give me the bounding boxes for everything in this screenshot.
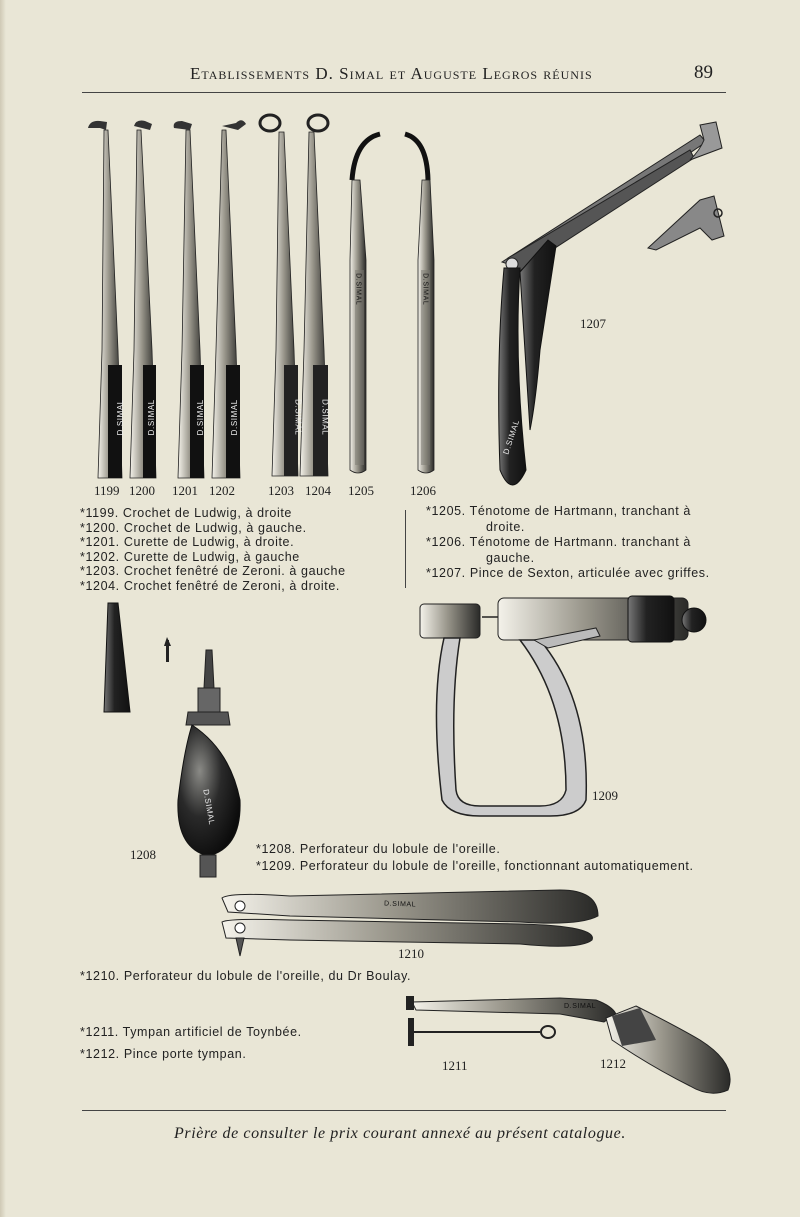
page-number: 89 [694,62,713,83]
caption-1203: *1203. Crochet fenêtré de Zeroni. à gauche [80,564,346,578]
fig-num-1212: 1212 [600,1056,626,1071]
fig-num-1204: 1204 [305,483,331,498]
caption-1200: *1200. Crochet de Ludwig, à gauche. [80,520,307,535]
fig-num-1205: 1205 [348,483,374,498]
simal-mark-1204: D.SIMAL [320,399,330,436]
instrument-1207-sexton-forceps [499,122,724,485]
simal-mark-1199: D.SIMAL [115,399,125,436]
captions-1205-1207 [426,504,710,582]
fig-num-1209: 1209 [592,788,618,803]
fig-num-1202: 1202 [209,483,235,498]
caption-1204: *1204. Crochet fenêtré de Zeroni, à droite. [80,578,340,593]
simal-mark-1200: D.SIMAL [146,399,156,436]
simal-mark-1208: D.SIMAL [201,788,217,826]
simal-mark-1210: D.SIMAL [383,900,417,909]
instrument-1209-automatic-perforator [420,596,706,816]
page-footer: Prière de consulter le prix courant annexé au présent catalogue. [174,1125,626,1142]
caption-1207: *1207. Pince de Sexton, articulée avec griffes. [426,566,710,580]
page-header: Etablissements D. Simal et Auguste Legros réunis [190,64,593,83]
caption-1212: *1212. Pince porte tympan. [80,1047,247,1061]
simal-mark-1205: D.SIMAL [354,273,362,306]
caption-1210: *1210. Perforateur du lobule de l'oreille, du Dr Boulay. [80,969,412,983]
fig-num-1210: 1210 [398,946,424,961]
simal-mark-1201: D.SIMAL [195,399,205,436]
instrument-1208-perforator [104,603,240,877]
fig-num-1201: 1201 [172,483,198,498]
fig-num-1203: 1203 [268,483,294,498]
footer-rule [82,1110,726,1111]
fig-num-1207: 1207 [580,316,606,331]
simal-mark-1207: D.SIMAL [501,418,522,456]
caption-1208: *1208. Perforateur du lobule de l'oreille. [256,842,501,856]
caption-1205: *1205. Ténotome de Hartmann, tranchant à [426,504,691,518]
caption-1205-cont: droite. [486,519,525,534]
caption-1202: *1202. Curette de Ludwig, à gauche [80,549,300,564]
fig-num-1211: 1211 [442,1058,468,1073]
caption-1201: *1201. Curette de Ludwig, à droite. [80,535,295,549]
simal-mark-1206: D.SIMAL [421,273,429,306]
simal-mark-1212: D.SIMAL [564,1003,597,1010]
captions-1199-1204 [80,506,346,593]
fig-num-1200: 1200 [129,483,155,498]
caption-1206-cont: gauche. [486,550,535,565]
instrument-1211-toynbee-tympanum [408,1018,555,1046]
captions-1208-1209 [256,841,694,875]
caption-1199: *1199. Crochet de Ludwig, à droite [80,506,292,520]
fig-num-1208: 1208 [130,847,156,862]
caption-1209: *1209. Perforateur du lobule de l'oreille, fonctionnant automatiquement. [256,859,694,873]
caption-1206: *1206. Ténotome de Hartmann. tranchant à [426,535,691,549]
fig-num-1206: 1206 [410,483,436,498]
caption-1211: *1211. Tympan artificiel de Toynbée. [80,1025,302,1039]
caption-divider [405,510,406,588]
simal-mark-1203: D.SIMAL [293,399,303,436]
simal-mark-1202: D.SIMAL [229,399,239,436]
fig-num-1199: 1199 [94,483,120,498]
